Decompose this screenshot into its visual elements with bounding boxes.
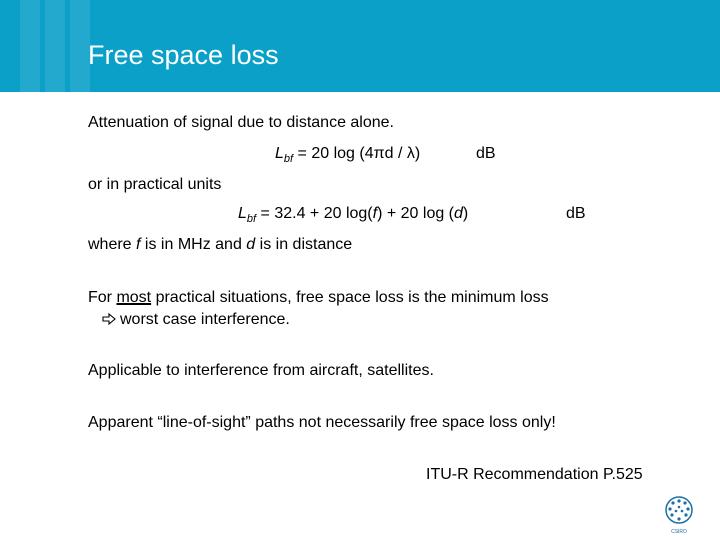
emphasis-most: most xyxy=(116,289,152,306)
bullet-continuation xyxy=(102,311,290,329)
bullet-line-of-sight: Apparent “line-of-sight” paths not necessarily free space loss only! xyxy=(88,414,556,431)
formula-1-unit: dB xyxy=(476,145,496,162)
practical-units-text: or in practical units xyxy=(88,176,222,193)
formula-subscript: bf xyxy=(246,213,257,225)
where-text xyxy=(88,236,352,254)
formula-symbol: L xyxy=(275,145,284,162)
header-stripe xyxy=(70,0,90,92)
header-stripe xyxy=(45,0,65,92)
formula-1 xyxy=(275,145,420,165)
where-part: where xyxy=(88,236,137,253)
formula-part: ) + 20 log ( xyxy=(377,205,455,222)
slide-title: Free space loss xyxy=(88,40,279,70)
formula-2-unit: dB xyxy=(566,205,586,222)
bullet-free-space-minimum xyxy=(88,289,549,307)
where-part: is in MHz and xyxy=(140,236,247,253)
logo-wordmark: CSIRO xyxy=(671,529,687,535)
where-variable-d: d xyxy=(246,236,256,253)
bullet-applicable: Applicable to interference from aircraft, satellites. xyxy=(88,362,434,379)
formula-symbol: L xyxy=(238,205,247,222)
bullet-part: practical situations, free space loss is the minimum loss xyxy=(151,289,549,306)
bullet-part: For xyxy=(88,289,117,306)
header-stripe xyxy=(20,0,40,92)
formula-variable-f: f xyxy=(372,205,378,222)
where-part: is in distance xyxy=(255,236,353,253)
where-variable-f: f xyxy=(136,236,141,253)
formula-variable-d: d xyxy=(454,205,463,222)
formula-expression: = 20 log (4πd / λ) xyxy=(293,145,421,162)
title-bar xyxy=(0,0,720,92)
formula-subscript: bf xyxy=(283,153,294,165)
hollow-arrow-icon xyxy=(102,312,116,324)
formula-part: = 32.4 + 20 log( xyxy=(256,205,373,222)
intro-text: Attenuation of signal due to distance alone. xyxy=(88,114,394,131)
formula-2 xyxy=(238,205,468,225)
itu-reference: ITU-R Recommendation P.525 xyxy=(426,466,643,483)
formula-part: ) xyxy=(462,205,469,222)
continuation-text: worst case interference. xyxy=(120,311,290,328)
csiro-logo xyxy=(664,495,694,535)
